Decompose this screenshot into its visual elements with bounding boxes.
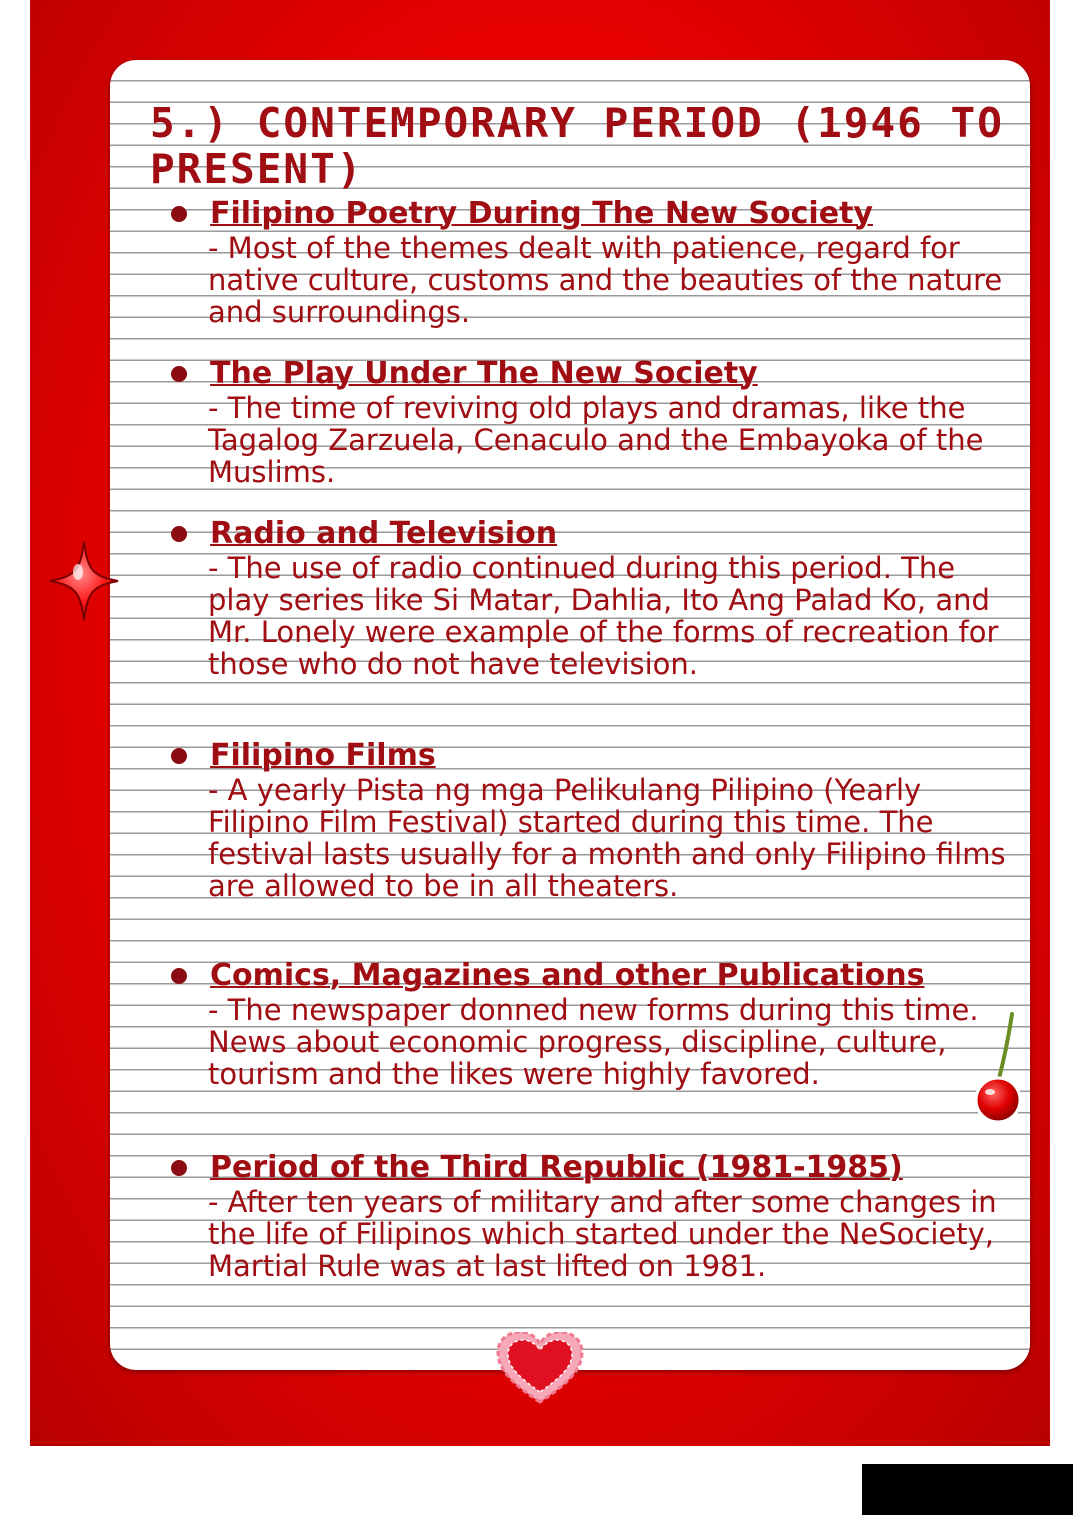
- section-body: - The time of reviving old plays and dramas, like the Tagalog Zarzuela, Cenaculo and the Embayoka of the Muslims.: [208, 391, 984, 489]
- bullet-icon: [171, 526, 187, 542]
- redaction-box: [862, 1464, 1073, 1515]
- section-heading-text: Filipino Films: [210, 738, 436, 773]
- section-body: - The newspaper donned new forms during this time. News about economic progress, discipline, culture, tourism and the likes were highly favored.: [208, 993, 979, 1091]
- section-heading-text: Filipino Poetry During The New Society: [210, 196, 873, 231]
- section-heading: [165, 358, 1025, 390]
- cherry-icon: [968, 1010, 1028, 1125]
- bullet-icon: [171, 366, 187, 382]
- section-heading: [165, 960, 1025, 992]
- section-body: - A yearly Pista ng mga Pelikulang Pilipino (Yearly Filipino Film Festival) started during this time. The festival lasts usually for a month and only Filipino films are allowed to be in all theaters.: [208, 773, 1006, 903]
- sparkle-icon: [48, 540, 120, 622]
- section-films: [165, 740, 1025, 902]
- section-heading-text: Period of the Third Republic (1981-1985): [210, 1150, 903, 1185]
- section-heading-text: The Play Under The New Society: [210, 356, 758, 391]
- section-heading-text: Radio and Television: [210, 516, 558, 551]
- red-frame: [30, 0, 1050, 1446]
- section-play: [165, 358, 1025, 488]
- section-body: - Most of the themes dealt with patience, regard for native culture, customs and the beauties of the nature and surroundings.: [208, 231, 1003, 329]
- section-heading: [165, 518, 1025, 550]
- bullet-icon: [171, 748, 187, 764]
- section-heading-text: Comics, Magazines and other Publications: [210, 958, 925, 993]
- lined-paper: [110, 60, 1030, 1370]
- section-heading: [165, 198, 1025, 230]
- heart-icon: [496, 1332, 584, 1404]
- bullet-icon: [171, 206, 187, 222]
- section-radio: [165, 518, 1025, 680]
- section-heading: [165, 1152, 1025, 1184]
- section-body: - After ten years of military and after some changes in the life of Filipinos which started under the NeSociety, Martial Rule was at last lifted on 1981.: [208, 1185, 997, 1283]
- bullet-icon: [171, 968, 187, 984]
- section-third-republic: [165, 1152, 1025, 1282]
- section-body: - The use of radio continued during this period. The play series like Si Matar, Dahlia, Ito Ang Palad Ko, and Mr. Lonely were example of the forms of recreation for those who do not have television.: [208, 551, 999, 681]
- section-comics: [165, 960, 1025, 1090]
- section-heading: [165, 740, 1025, 772]
- page-title: 5.) CONTEMPORARY PERIOD (1946 TO PRESENT): [150, 99, 1004, 193]
- section-poetry: [165, 198, 1025, 328]
- bullet-icon: [171, 1160, 187, 1176]
